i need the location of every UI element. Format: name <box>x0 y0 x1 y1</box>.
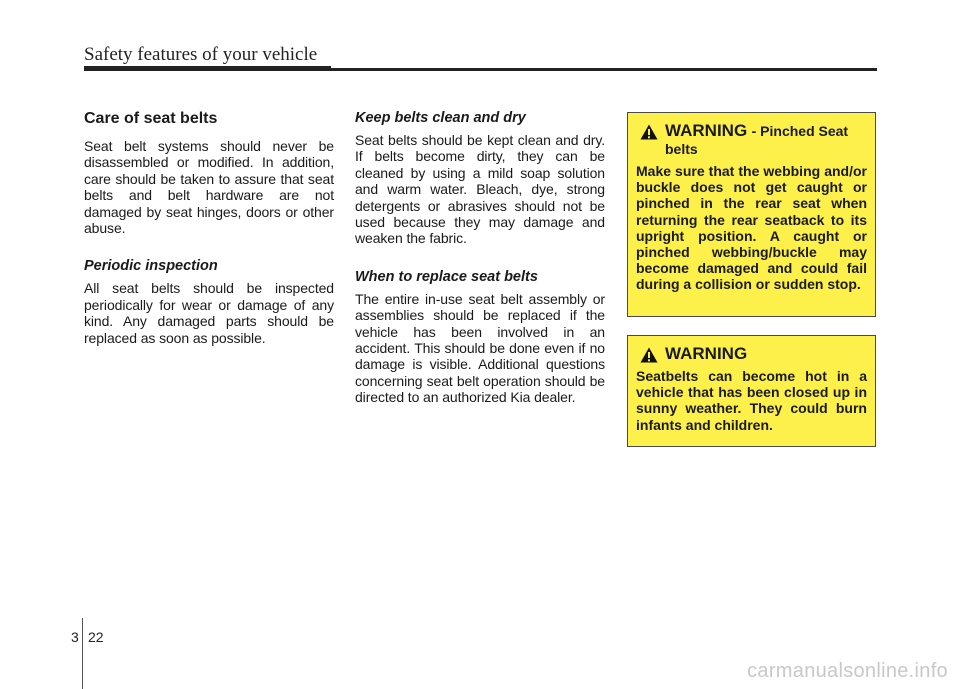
warning-word: WARNING <box>665 344 748 363</box>
warning-header <box>636 121 867 159</box>
periodic-inspection-text: All seat belts should be inspected periodically for wear or damage of any kind. Any damaged parts should be replaced as soon as possible. <box>84 280 334 346</box>
warning-box-pinched <box>627 112 876 317</box>
replace-belts-title: When to replace seat belts <box>355 268 538 285</box>
header-rule <box>84 68 877 71</box>
section-number: 3 <box>71 629 79 645</box>
column-left <box>84 110 334 346</box>
warning-triangle-icon <box>640 347 658 363</box>
warning-word: WARNING <box>665 121 748 140</box>
warning-text: Seatbelts can become hot in a vehicle that has been closed up in sunny weather. They could burn infants and children. <box>636 368 867 433</box>
clean-dry-text: Seat belts should be kept clean and dry. If belts become dirty, they can be cleaned by using a mild soap solution and warm water. Bleach, dye, strong detergents or abrasives should not be used because they may damage and weaken the fabric. <box>355 132 605 247</box>
warning-header <box>636 344 867 364</box>
warning-text: Make sure that the webbing and/or buckle does not get caught or pinched in the rear seat when returning the rear seatback to its upright position. A caught or pinched webbing/buckle may become damaged and could fail during a collision or sudden stop. <box>636 163 867 293</box>
replace-belts-text: The entire in-use seat belt assembly or assemblies should be replaced if the vehicle has been involved in an accident. This should be done even if no damage is visible. Additional questions concerning seat belt operation should be directed to an authorized Kia dealer. <box>355 290 605 406</box>
periodic-inspection-title: Periodic inspection <box>84 258 218 275</box>
section-heading: Care of seat belts <box>84 110 218 127</box>
clean-dry-title: Keep belts clean and dry <box>355 110 526 126</box>
footer-divider <box>82 618 83 689</box>
column-middle <box>355 110 605 406</box>
care-intro-text: Seat belt systems should never be disassembled or modified. In addition, care should be taken to assure that seat belts and belt hardware are not damaged by seat hinges, doors or other abuse. <box>84 138 334 237</box>
watermark: carmanualsonline.info <box>747 660 948 682</box>
header-title: Safety features of your vehicle <box>84 44 318 65</box>
warning-triangle-icon <box>640 124 658 140</box>
warning-subtitle: - Pinched Seat belts <box>665 123 849 157</box>
page-number: 22 <box>88 629 104 645</box>
warning-box-hot-belts <box>627 335 876 447</box>
